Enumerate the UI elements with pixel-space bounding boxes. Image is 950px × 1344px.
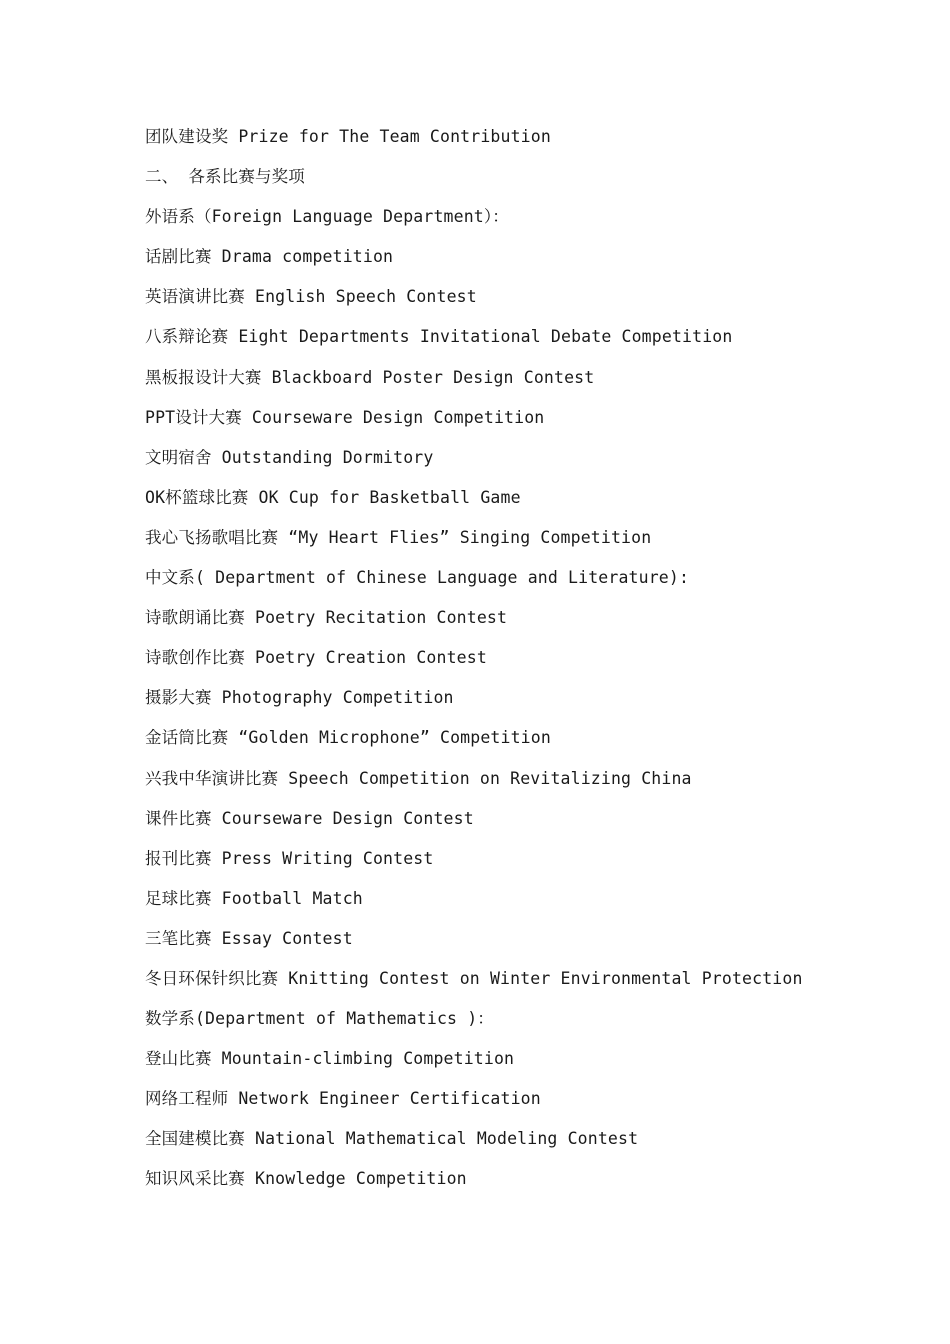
list-item: 摄影大赛 Photography Competition bbox=[145, 688, 454, 708]
list-item: 三笔比赛 Essay Contest bbox=[145, 928, 353, 948]
list-item: 英语演讲比赛 English Speech Contest bbox=[145, 287, 477, 307]
list-item: 金话筒比赛 “Golden Microphone” Competition bbox=[145, 728, 551, 748]
line-team-contribution-prize: 团队建设奖 Prize for The Team Contribution bbox=[145, 127, 551, 146]
list-item: 报刊比赛 Press Writing Contest bbox=[145, 848, 434, 868]
department-heading-chinese: 中文系( Department of Chinese Language and Literature): bbox=[145, 568, 690, 588]
list-item: 黑板报设计大赛 Blackboard Poster Design Contest bbox=[145, 367, 595, 387]
list-item: 文明宿舍 Outstanding Dormitory bbox=[145, 447, 434, 467]
list-item: 全国建模比赛 National Mathematical Modeling Contest bbox=[145, 1129, 639, 1149]
list-item: PPT设计大赛 Courseware Design Competition bbox=[145, 407, 545, 427]
list-item: 诗歌创作比赛 Poetry Creation Contest bbox=[145, 648, 487, 668]
list-item: 话剧比赛 Drama competition bbox=[145, 247, 394, 267]
list-item: 足球比赛 Football Match bbox=[145, 888, 363, 908]
section-heading-department-competitions: 二、 各系比赛与奖项 bbox=[145, 167, 305, 187]
list-item: 诗歌朗诵比赛 Poetry Recitation Contest bbox=[145, 608, 508, 628]
list-item: 兴我中华演讲比赛 Speech Competition on Revitalizing China bbox=[145, 768, 692, 788]
department-heading-mathematics: 数学系(Department of Mathematics )： bbox=[145, 1009, 494, 1029]
list-item: 登山比赛 Mountain-climbing Competition bbox=[145, 1049, 515, 1069]
department-heading-foreign-language: 外语系（Foreign Language Department）： bbox=[145, 207, 509, 227]
list-item: 冬日环保针织比赛 Knitting Contest on Winter Environmental Protection bbox=[145, 968, 803, 988]
list-item: 八系辩论赛 Eight Departments Invitational Debate Competition bbox=[145, 327, 733, 347]
document-body bbox=[145, 124, 905, 1207]
list-item: 知识风采比赛 Knowledge Competition bbox=[145, 1169, 467, 1189]
list-item: 我心飞扬歌唱比赛 “My Heart Flies” Singing Competition bbox=[145, 527, 652, 547]
list-item: OK杯篮球比赛 OK Cup for Basketball Game bbox=[145, 487, 521, 507]
list-item: 课件比赛 Courseware Design Contest bbox=[145, 808, 474, 828]
list-item: 网络工程师 Network Engineer Certification bbox=[145, 1089, 541, 1109]
